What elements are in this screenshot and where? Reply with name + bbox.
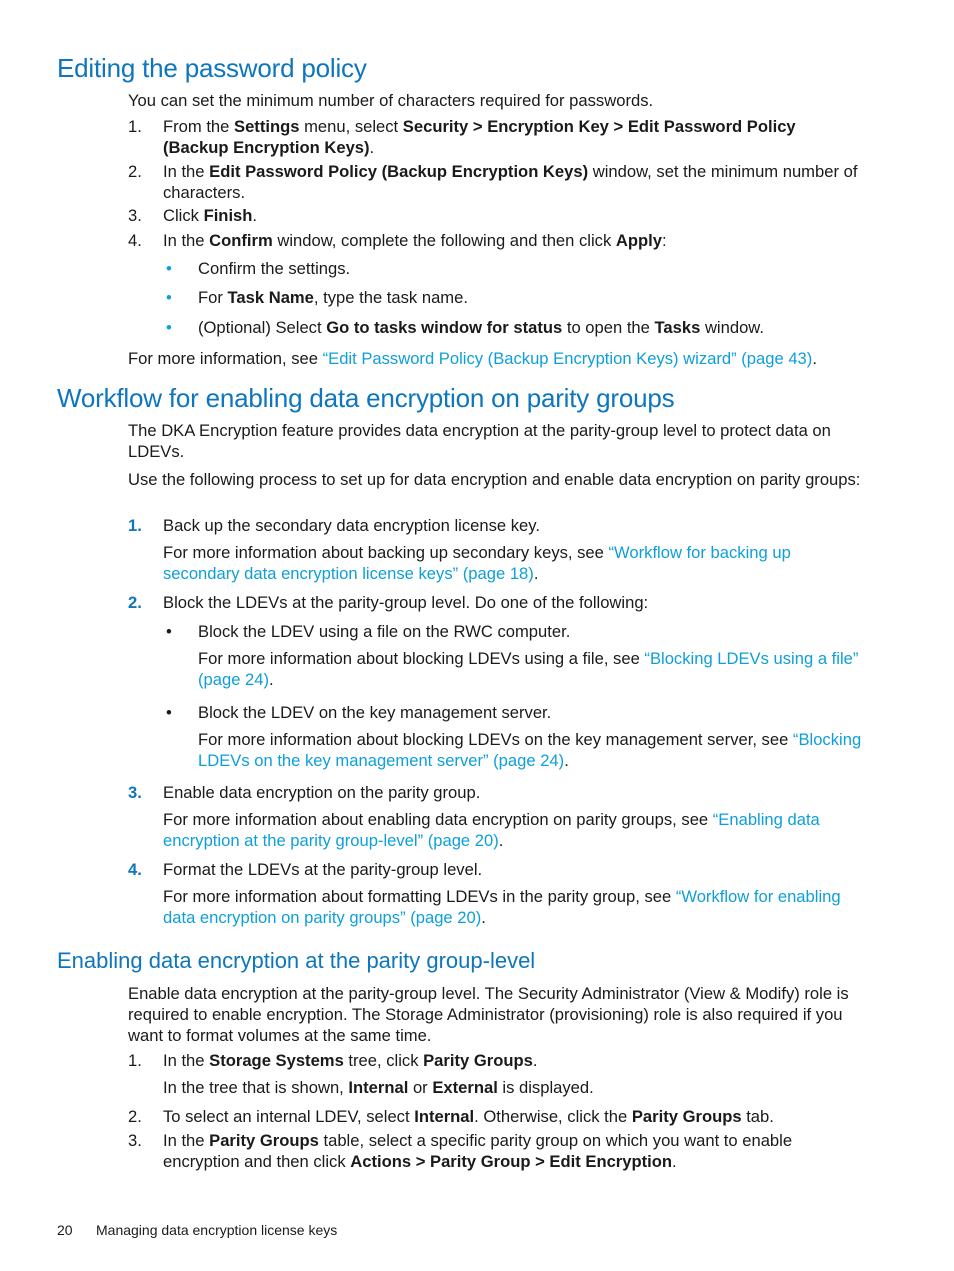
text-segment: Click — [163, 206, 204, 225]
sec3-intro: Enable data encryption at the parity-group level. The Security Administrator (View & Modify) role is required to enable encryption. The Storage Administrator (provisioning) role is also required if you want to format volumes at the same time. — [128, 984, 849, 1045]
sec2-step4: Format the LDEVs at the parity-group level. — [163, 860, 483, 879]
text-segment: In the — [163, 1131, 210, 1150]
text-segment: is displayed. — [497, 1078, 594, 1097]
bullet-icon: • — [166, 622, 172, 641]
bold-text: Internal — [414, 1107, 475, 1126]
sec2-bullet-file: Block the LDEV using a file on the RWC computer. — [198, 622, 571, 641]
sec1-step2 — [163, 161, 863, 203]
sec2-step1-number: 1. — [128, 516, 142, 535]
bold-text: Finish — [203, 206, 253, 225]
bullet-icon: • — [166, 259, 172, 278]
text-segment: . — [532, 1051, 538, 1070]
sec1-step3 — [163, 205, 863, 226]
text-segment: From the — [163, 117, 235, 136]
sec2-bullet-server-more — [198, 729, 868, 771]
sec3-step3 — [163, 1130, 853, 1172]
text-segment: For more information about blocking LDEVs on the key management server, see — [198, 730, 793, 749]
text-segment: In the — [163, 162, 210, 181]
bold-text: Internal — [348, 1078, 409, 1097]
bold-text: Parity Groups — [631, 1107, 742, 1126]
sec2-paragraph-1: The DKA Encryption feature provides data encryption at the parity-group level to protect data on LDEVs. — [128, 421, 831, 461]
sec2-step4-number: 4. — [128, 860, 142, 879]
text-segment: . — [533, 564, 539, 583]
text-segment: menu, select — [299, 117, 403, 136]
text-segment: For more information about formatting LDEVs in the parity group, see — [163, 887, 676, 906]
bold-text: Storage Systems — [209, 1051, 344, 1070]
text-segment: For — [198, 288, 228, 307]
sec2-step1: Back up the secondary data encryption license key. — [163, 516, 540, 535]
bullet-icon: • — [166, 288, 172, 307]
text-segment: (Optional) Select — [198, 318, 327, 337]
bold-text: Edit Password Policy (Backup Encryption Keys) — [209, 162, 589, 181]
bold-text: Task Name — [227, 288, 314, 307]
text-segment: , type the task name. — [313, 288, 468, 307]
bold-text: Security > Encryption Key > Edit Password Policy (Backup Encryption Keys) — [163, 117, 796, 157]
heading-enabling-parity-group: Enabling data encryption at the parity group-level — [57, 948, 536, 973]
text-segment: In the — [163, 231, 210, 250]
sec1-step1 — [163, 116, 863, 158]
cross-reference-link[interactable]: “Blocking LDEVs using a file” (page 24) — [198, 649, 859, 689]
text-segment: For more information, see — [128, 349, 323, 368]
bold-text: Tasks — [654, 318, 701, 337]
sec2-step3: Enable data encryption on the parity group. — [163, 783, 481, 802]
sec1-step2-number: 2. — [128, 162, 142, 181]
text-segment: . — [269, 670, 274, 689]
text-segment: tree, click — [343, 1051, 424, 1070]
text-segment: to open the — [562, 318, 655, 337]
text-segment: . — [498, 831, 504, 850]
text-segment: For more information about enabling data encryption on parity groups, see — [163, 810, 713, 829]
heading-editing-password-policy: Editing the password policy — [57, 53, 367, 83]
text-segment: . — [564, 751, 569, 770]
text-segment: In the — [163, 1051, 210, 1070]
cross-reference-link[interactable]: “Blocking LDEVs on the key management server” (page 24) — [198, 730, 862, 770]
sec2-paragraph-2: Use the following process to set up for data encryption and enable data encryption on parity groups: — [128, 470, 861, 489]
sec2-step2: Block the LDEVs at the parity-group level. Do one of the following: — [163, 593, 649, 612]
cross-reference-link[interactable]: “Enabling data encryption at the parity group-level” (page 20) — [163, 810, 820, 850]
sec1-step1-number: 1. — [128, 117, 142, 136]
page-number: 20 — [57, 1222, 73, 1238]
sec1-bullet-task-name — [198, 287, 868, 308]
footer-chapter-title: Managing data encryption license keys — [96, 1222, 338, 1238]
sec3-step2-number: 2. — [128, 1107, 142, 1126]
sec1-step4-number: 4. — [128, 231, 142, 250]
sec3-step1-sub — [163, 1077, 863, 1098]
sec2-step3-more — [163, 809, 863, 851]
sec2-step3-number: 3. — [128, 783, 142, 802]
text-segment: . — [369, 138, 375, 157]
sec2-step1-more — [163, 542, 833, 584]
sec1-intro: You can set the minimum number of characters required for passwords. — [128, 91, 654, 110]
bold-text: External — [432, 1078, 498, 1097]
text-segment: window. — [700, 318, 764, 337]
sec1-step4 — [163, 230, 863, 251]
sec3-step1 — [163, 1050, 863, 1071]
sec1-bullet-confirm — [198, 258, 868, 279]
text-segment: . Otherwise, click the — [474, 1107, 632, 1126]
sec2-step2-number: 2. — [128, 593, 142, 612]
sec3-step3-number: 3. — [128, 1131, 142, 1150]
cross-reference-link[interactable]: “Edit Password Policy (Backup Encryption Keys) wizard” (page 43) — [322, 349, 813, 368]
sec2-bullet-server: Block the LDEV on the key management server. — [198, 703, 552, 722]
text-segment: . — [812, 349, 817, 368]
text-segment: . — [252, 206, 258, 225]
cross-reference-link[interactable]: “Workflow for enabling data encryption on parity groups” (page 20) — [163, 887, 841, 927]
text-segment: For more information about blocking LDEVs using a file, see — [198, 649, 645, 668]
text-segment: window, set the minimum number of characters. — [163, 162, 858, 202]
text-segment: tab. — [741, 1107, 774, 1126]
text-segment: window, complete the following and then click — [272, 231, 616, 250]
bold-text: Parity Groups — [423, 1051, 533, 1070]
text-segment: table, select a specific parity group on which you want to enable encryption and then click — [163, 1131, 793, 1171]
heading-workflow-enabling: Workflow for enabling data encryption on parity groups — [57, 383, 675, 413]
text-segment: . — [481, 908, 486, 927]
bold-text: Parity Groups — [209, 1131, 319, 1150]
bold-text: Apply — [615, 231, 662, 250]
text-segment: . — [672, 1152, 677, 1171]
text-segment: To select an internal LDEV, select — [163, 1107, 415, 1126]
bullet-icon: • — [166, 318, 172, 337]
text-segment: or — [408, 1078, 433, 1097]
sec3-step2 — [163, 1106, 863, 1127]
bold-text: Settings — [234, 117, 300, 136]
sec1-more-info — [128, 348, 868, 369]
text-segment: Confirm the settings. — [198, 259, 351, 278]
text-segment: In the tree that is shown, — [163, 1078, 349, 1097]
cross-reference-link[interactable]: “Workflow for backing up secondary data encryption license keys” (page 18) — [163, 543, 791, 583]
text-segment: For more information about backing up secondary keys, see — [163, 543, 609, 562]
text-segment: : — [662, 231, 667, 250]
sec2-bullet-file-more — [198, 648, 868, 690]
sec1-bullet-optional — [198, 317, 868, 338]
bullet-icon: • — [166, 703, 172, 722]
bold-text: Actions > Parity Group > Edit Encryption — [350, 1152, 673, 1171]
sec1-step3-number: 3. — [128, 206, 142, 225]
bold-text: Confirm — [209, 231, 273, 250]
bold-text: Go to tasks window for status — [326, 318, 563, 337]
sec2-step4-more — [163, 886, 873, 928]
sec3-step1-number: 1. — [128, 1051, 142, 1070]
